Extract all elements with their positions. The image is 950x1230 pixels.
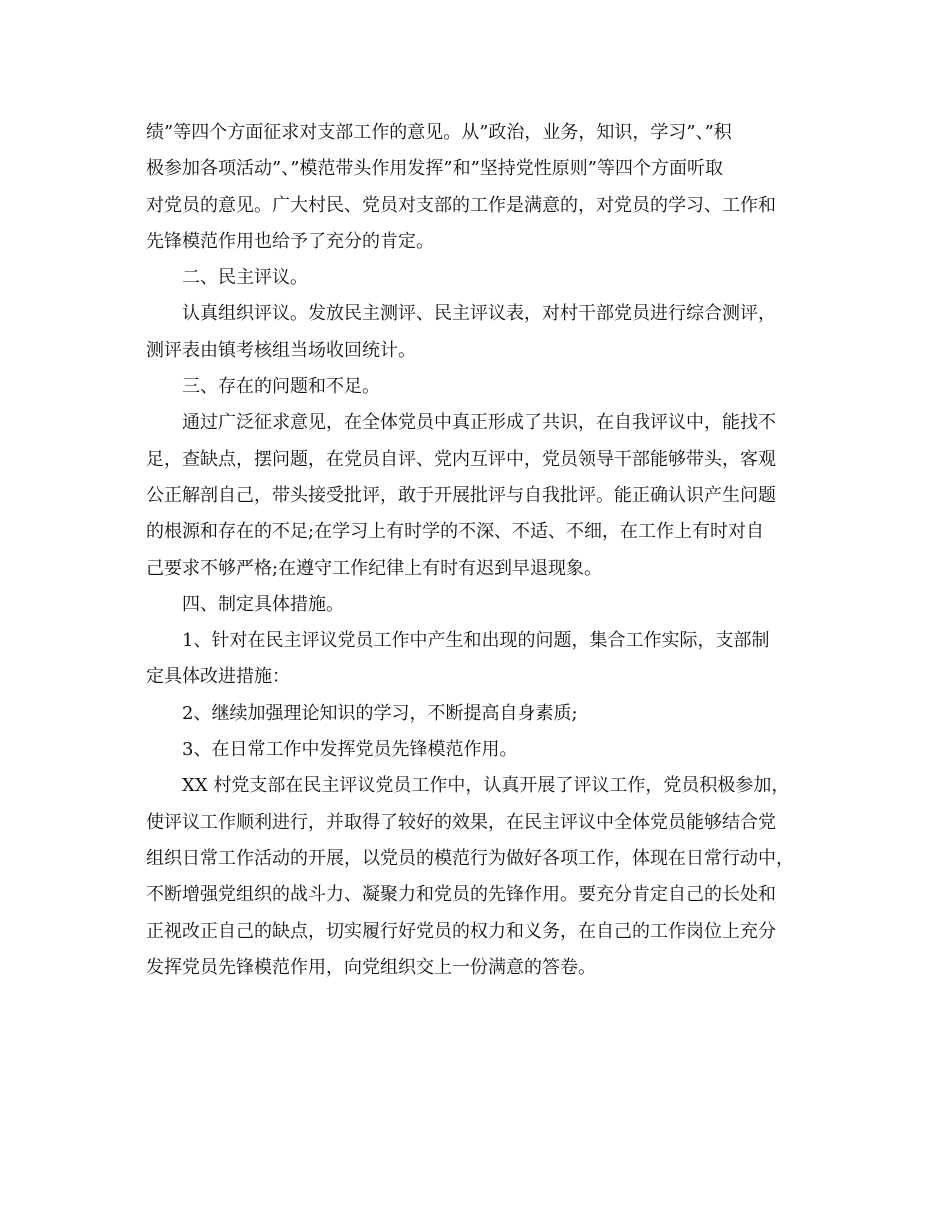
text-line: 绩”等四个方面征求对支部工作的意见。从”政治，业务，知识，学习”、”积 [146,122,732,143]
text-line: 2、继续加强理论知识的学习，不断提高自身素质; [182,702,578,724]
text-line: 定具体改进措施： [146,666,290,688]
text-line: 使评议工作顺利进行，并取得了较好的效果，在民主评议中全体党员能够结合党 [146,811,776,833]
text-line: 认真组织评议。发放民主测评、民主评议表，对村干部党员进行综合测评， [182,303,776,325]
section-heading-measures [146,587,811,623]
paragraph-review [146,296,811,369]
paragraph-opinions [146,115,811,260]
text-line: 发挥党员先锋模范作用，向党组织交上一份满意的答卷。 [146,956,596,978]
text-line: 公正解剖自己，带头接受批评，敢于开展批评与自我批评。能正确认识产生问题 [146,484,776,506]
paragraph-problems [146,405,811,586]
list-item-measure-1 [146,623,811,696]
list-item-measure-2 [146,696,811,732]
text-line: 极参加各项活动”、”模范带头作用发挥”和”坚持党性原则”等四个方面听取 [146,158,724,180]
text-line: 己要求不够严格;在遵守工作纪律上有时有迟到早退现象。 [146,557,603,579]
section-heading-problems [146,369,811,405]
text-line: 通过广泛征求意见，在全体党员中真正形成了共识，在自我评议中，能找不 [182,412,776,434]
paragraph-conclusion [146,768,811,986]
text-line: 先锋模范作用也给予了充分的肯定。 [146,230,434,252]
text-line: 正视改正自己的缺点，切实履行好党员的权力和义务，在自己的工作岗位上充分 [146,920,776,942]
text-line: 不断增强党组织的战斗力、凝聚力和党员的先锋作用。要充分肯定自己的长处和 [146,884,776,906]
document-body [146,115,811,986]
text-line: 对党员的意见。广大村民、党员对支部的工作是满意的，对党员的学习、工作和 [146,194,776,216]
heading-text: 二、民主评议。 [182,267,308,289]
text-line: 3、在日常工作中发挥党员先锋模范作用。 [182,739,518,761]
list-item-measure-3 [146,732,811,768]
heading-text: 四、制定具体措施。 [182,593,344,615]
section-heading-democratic-review [146,260,811,296]
heading-text: 三、存在的问题和不足。 [182,376,380,398]
text-line: 足，查缺点，摆问题，在党员自评、党内互评中，党员领导干部能够带头，客观 [146,448,776,470]
text-line: 测评表由镇考核组当场收回统计。 [146,339,416,361]
text-line: 的根源和存在的不足;在学习上有时学的不深、不适、不细，在工作上有时对自 [146,521,765,543]
text-line: 组织日常工作活动的开展，以党员的模范行为做好各项工作，体现在日常行动中， [146,847,794,869]
text-line: XX 村党支部在民主评议党员工作中，认真开展了评议工作，党员积极参加， [182,775,790,797]
text-line: 1、针对在民主评议党员工作中产生和出现的问题，集合工作实际，支部制 [182,630,770,652]
